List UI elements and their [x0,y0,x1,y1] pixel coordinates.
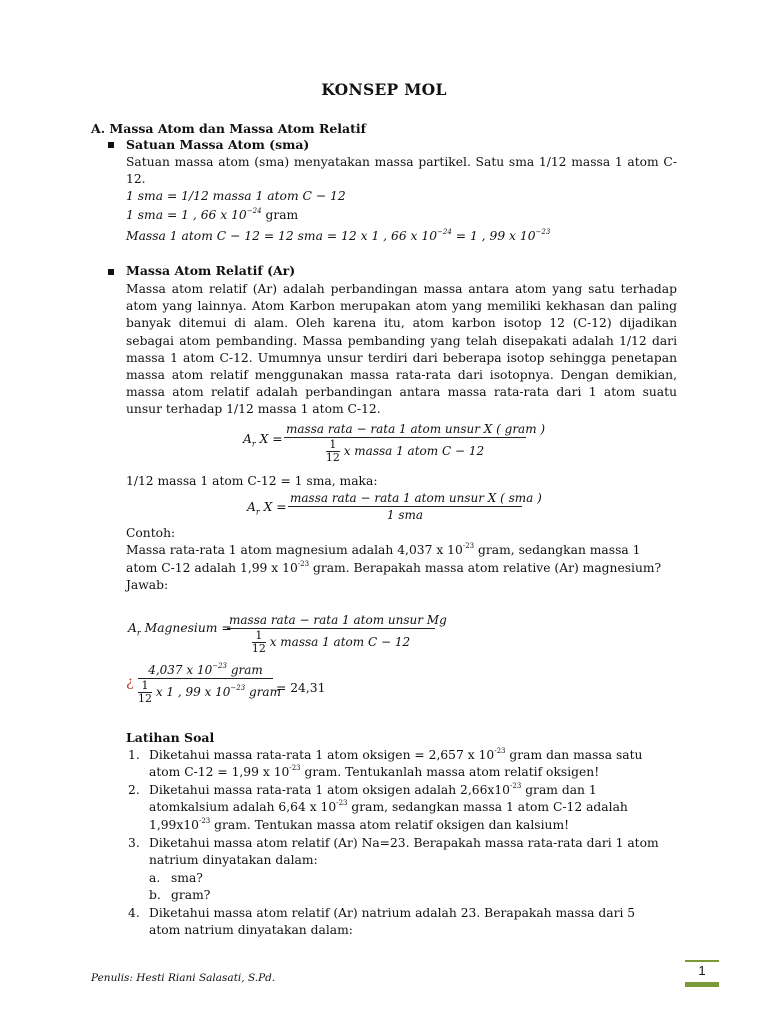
bullet-icon [108,269,114,275]
formula-4-result: = 24,31 [276,681,326,695]
formula-1-fraction: massa rata − rata 1 atom unsur X ( gram ) $\frac{1}{12}$ x massa 1 atom C − 12 [286,422,546,464]
ar-note: 1/12 massa 1 atom C-12 = 1 sma, maka: [126,474,378,488]
sma-paragraph: Satuan massa atom (sma) menyatakan massa partikel. Satu sma 1/12 massa 1 atom C-12. [126,155,677,187]
question-1-line-1: Diketahui massa rata-rata 1 atom oksigen = 2,657 x $10^{-23}$ gram dan massa satu [149,747,643,762]
question-2-line-1: Diketahui massa rata-rata 1 atom oksigen adalah $2,66x10^{-23}$ gram dan 1 [149,782,597,797]
page-title: KONSEP MOL [321,80,447,99]
contoh-label: Contoh: [126,526,176,540]
ar-heading: Massa Atom Relatif (Ar) [126,263,296,278]
question-1-line-2: atom C-12 = 1,99 x $10^{-23}$ gram. Tentukanlah massa atom relatif oksigen! [149,764,600,779]
example-line-1: Massa rata-rata 1 atom magnesium adalah 4,037 x $10^{-23}$ gram, sedangkan massa 1 [126,542,641,557]
page-number-box [685,960,719,986]
question-2-line-2: atomkalsium adalah 6,64 x $10^{-23}$ gram, sedangkan massa 1 atom C-12 adalah [149,799,628,814]
formula-3-lhs: $A_r$ Magnesium = [128,621,232,638]
inverted-question-symbol: ¿ [126,674,134,690]
ar-paragraph: Massa atom relatif (Ar) adalah perbandingan massa antara atom yang satu terhadap atom yang lainnya. Atom Karbon merupakan atom yang memiliki kekhasan dan paling banyak ditemui di alam. Oleh karena itu, atom karbon isotop 12 (C-12) dijadikan sebagai atom pembanding. Massa pembanding yang telah disepakati adalah 1/12 dari massa 1 atom C-12. Umumnya unsur terdiri dari beberapa isotop sehingga penetapan massa atom relatif menggunakan massa rata-rata dari isotopnya. Dengan demikian, massa atom relatif adalah perbandingan antara massa rata-rata dari 1 atom suatu unsur terhadap 1/12 massa 1 atom C-12. [126,282,677,417]
page-number-top-rule [685,960,719,962]
question-4-line-1: Diketahui massa atom relatif (Ar) natrium adalah 23. Berapakah massa dari 5 [149,906,636,920]
question-4-line-2: atom natrium dinyatakan dalam: [149,923,353,937]
jawab-label: Jawab: [126,578,169,592]
formula-4-fraction: 4,037 x $10^{-23}$ gram $\frac{1}{12}$ x 1 , 99 x $10^{-23}$ gram [138,662,281,705]
sub-item-letter: b. [149,888,161,902]
page-number: 1 [698,963,706,978]
example-line-2: atom C-12 adalah 1,99 x $10^{-23}$ gram. Berapakah massa atom relative (Ar) magnesium? [126,560,662,575]
sma-equation-2: 1 sma = 1 , 66 x $10^{-24}$ gram [126,207,299,222]
sub-item-gram: gram? [171,888,211,902]
formula-2-fraction: massa rata − rata 1 atom unsur X ( sma ) 1 sma [290,491,542,522]
question-3-line-2: natrium dinyatakan dalam: [149,853,318,867]
question-2-line-3: $1,99x10^{-23}$ gram. Tentukan massa atom relatif oksigen dan kalsium! [149,817,570,832]
sma-heading: Satuan Massa Atom (sma) [126,137,310,152]
formula-3-fraction: massa rata − rata 1 atom unsur Mg $\frac{1}{12}$ x massa 1 atom C − 12 [229,613,447,655]
bullet-icon [108,142,114,148]
question-number: 4. [128,906,140,920]
latihan-heading: Latihan Soal [126,730,215,745]
question-3-line-1: Diketahui massa atom relatif (Ar) Na=23. Berapakah massa rata-rata dari 1 atom [149,836,659,850]
question-number: 3. [128,836,140,850]
sma-equation-1: 1 sma = 1/12 massa 1 atom C − 12 [126,189,346,203]
page-number-bottom-rule [685,982,719,987]
author-footer: Penulis: Hesti Riani Salasati, S.Pd. [91,972,276,984]
question-number: 2. [128,783,140,797]
sub-item-letter: a. [149,871,161,885]
formula-1-lhs: $A_r$ X = [243,432,283,449]
sma-equation-3: Massa 1 atom C − 12 = 12 sma = 12 x 1 , 66 x $10^{-24} = 1$ , 99 x $10^{-23}$ [126,228,551,243]
sub-item-sma: sma? [171,871,203,885]
section-a-heading: A. Massa Atom dan Massa Atom Relatif [91,121,367,136]
formula-2-lhs: $A_r$ X = [247,500,287,517]
question-number: 1. [128,748,140,762]
